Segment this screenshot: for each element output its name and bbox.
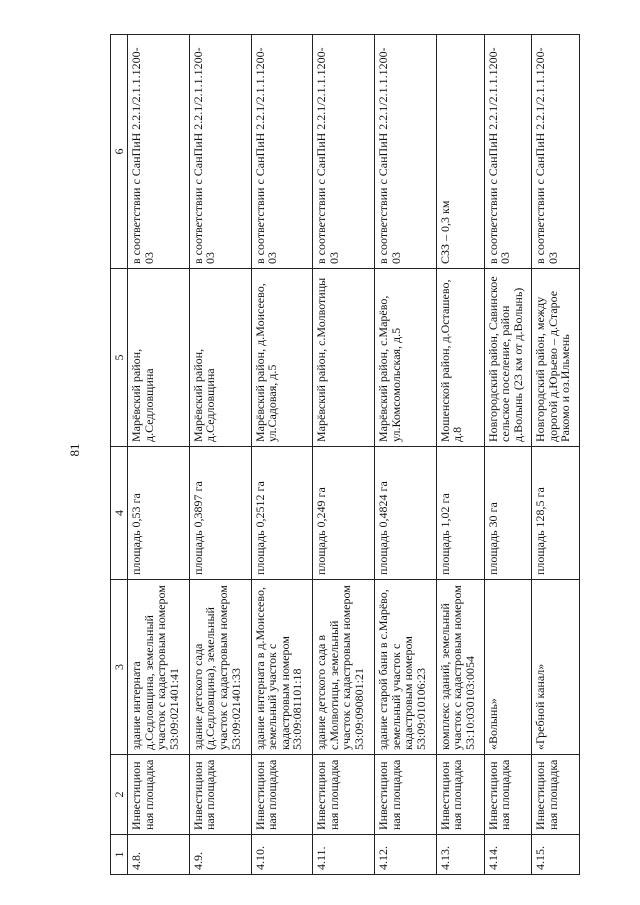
cell-location: Мошенской район, д.Осташево, д.8 bbox=[436, 269, 484, 447]
table-row bbox=[436, 35, 484, 875]
column-header-4: 4 bbox=[111, 447, 128, 580]
cell-object-description: здание интерната в д.Моисеево, земельный участок с кадастровым номером 53:09:081101:18 bbox=[251, 580, 313, 755]
cell-site-type: Инвестиционная площадка bbox=[251, 755, 313, 835]
table-row bbox=[313, 35, 375, 875]
header-row bbox=[111, 35, 128, 875]
column-header-2: 2 bbox=[111, 755, 128, 835]
cell-sanitary-zone: в соответствии с СанПиН 2.2.1/2.1.1.1200-03 bbox=[313, 35, 375, 269]
cell-site-type: Инвестиционная площадка bbox=[313, 755, 375, 835]
cell-area: площадь 128,5 га bbox=[532, 447, 580, 580]
cell-location: Марёвский район, д.Седловщина bbox=[189, 269, 251, 447]
cell-site-type: Инвестиционная площадка bbox=[436, 755, 484, 835]
cell-location: Марёвский район, с.Марёво, ул.Комсомольская, д.5 bbox=[375, 269, 437, 447]
table-row bbox=[251, 35, 313, 875]
investment-sites-table bbox=[110, 34, 580, 875]
cell-location: Марёвский район, д.Моисеево, ул.Садовая, д.5 bbox=[251, 269, 313, 447]
table-wrapper bbox=[110, 35, 580, 875]
cell-row-number: 4.13. bbox=[436, 835, 484, 875]
cell-area: площадь 1,02 га bbox=[436, 447, 484, 580]
cell-site-type: Инвестиционная площадка bbox=[189, 755, 251, 835]
cell-location: Марёвский район, д.Седловщина bbox=[128, 269, 190, 447]
table-row bbox=[128, 35, 190, 875]
cell-sanitary-zone: в соответствии с СанПиН 2.2.1/2.1.1.1200-03 bbox=[532, 35, 580, 269]
cell-row-number: 4.10. bbox=[251, 835, 313, 875]
cell-row-number: 4.14. bbox=[484, 835, 532, 875]
cell-sanitary-zone: в соответствии с СанПиН 2.2.1/2.1.1.1200-03 bbox=[189, 35, 251, 269]
cell-row-number: 4.15. bbox=[532, 835, 580, 875]
cell-object-description: здание детского сада (д.Седловщина), земельный участок с кадастровым номером 53:09:021401:33 bbox=[189, 580, 251, 755]
cell-area: площадь 30 га bbox=[484, 447, 532, 580]
cell-area: площадь 0,53 га bbox=[128, 447, 190, 580]
column-header-1: 1 bbox=[111, 835, 128, 875]
cell-row-number: 4.9. bbox=[189, 835, 251, 875]
column-header-3: 3 bbox=[111, 580, 128, 755]
table-row bbox=[532, 35, 580, 875]
page-number: 81 bbox=[67, 443, 82, 457]
cell-area: площадь 0,249 га bbox=[313, 447, 375, 580]
cell-location: Новгородский район, между дорогой д.Юрьево – д.Старое Ракомо и оз.Ильмень bbox=[532, 269, 580, 447]
cell-sanitary-zone: СЗЗ – 0,3 км bbox=[436, 35, 484, 269]
cell-location: Новгородский район, Савинское сельское поселение, район д.Волынь (23 км от д.Волынь) bbox=[484, 269, 532, 447]
cell-object-description: комплекс зданий, земельный участок с кадастровым номером 53:10:030103:0054 bbox=[436, 580, 484, 755]
cell-object-description: «Гребной канал» bbox=[532, 580, 580, 755]
cell-sanitary-zone: в соответствии с СанПиН 2.2.1/2.1.1.1200-03 bbox=[375, 35, 437, 269]
cell-object-description: здание детского сада в с.Молвотицы, земельный участок с кадастровым номером 53:09:090801:21 bbox=[313, 580, 375, 755]
cell-site-type: Инвестиционная площадка bbox=[484, 755, 532, 835]
rotated-page-area bbox=[110, 35, 580, 875]
cell-sanitary-zone: в соответствии с СанПиН 2.2.1/2.1.1.1200-03 bbox=[128, 35, 190, 269]
cell-object-description: «Волынь» bbox=[484, 580, 532, 755]
cell-area: площадь 0,2512 га bbox=[251, 447, 313, 580]
cell-site-type: Инвестиционная площадка bbox=[375, 755, 437, 835]
cell-site-type: Инвестиционная площадка bbox=[128, 755, 190, 835]
table-body bbox=[128, 35, 580, 875]
table-row bbox=[375, 35, 437, 875]
column-header-6: 6 bbox=[111, 35, 128, 269]
cell-location: Марёвский район, с.Молвотицы bbox=[313, 269, 375, 447]
column-header-5: 5 bbox=[111, 269, 128, 447]
cell-area: площадь 0,3897 га bbox=[189, 447, 251, 580]
cell-row-number: 4.8. bbox=[128, 835, 190, 875]
table-row bbox=[189, 35, 251, 875]
cell-sanitary-zone: в соответствии с СанПиН 2.2.1/2.1.1.1200-03 bbox=[251, 35, 313, 269]
cell-sanitary-zone: в соответствии с СанПиН 2.2.1/2.1.1.1200-03 bbox=[484, 35, 532, 269]
cell-site-type: Инвестиционная площадка bbox=[532, 755, 580, 835]
cell-row-number: 4.11. bbox=[313, 835, 375, 875]
cell-object-description: здание интерната д.Седловщина, земельный участок с кадастровым номером 53:09:021401:41 bbox=[128, 580, 190, 755]
cell-row-number: 4.12. bbox=[375, 835, 437, 875]
table-row bbox=[484, 35, 532, 875]
cell-object-description: здание старой бани в с.Марёво, земельный участок с кадастровым номером 53:09:010106:23 bbox=[375, 580, 437, 755]
cell-area: площадь 0,4824 га bbox=[375, 447, 437, 580]
